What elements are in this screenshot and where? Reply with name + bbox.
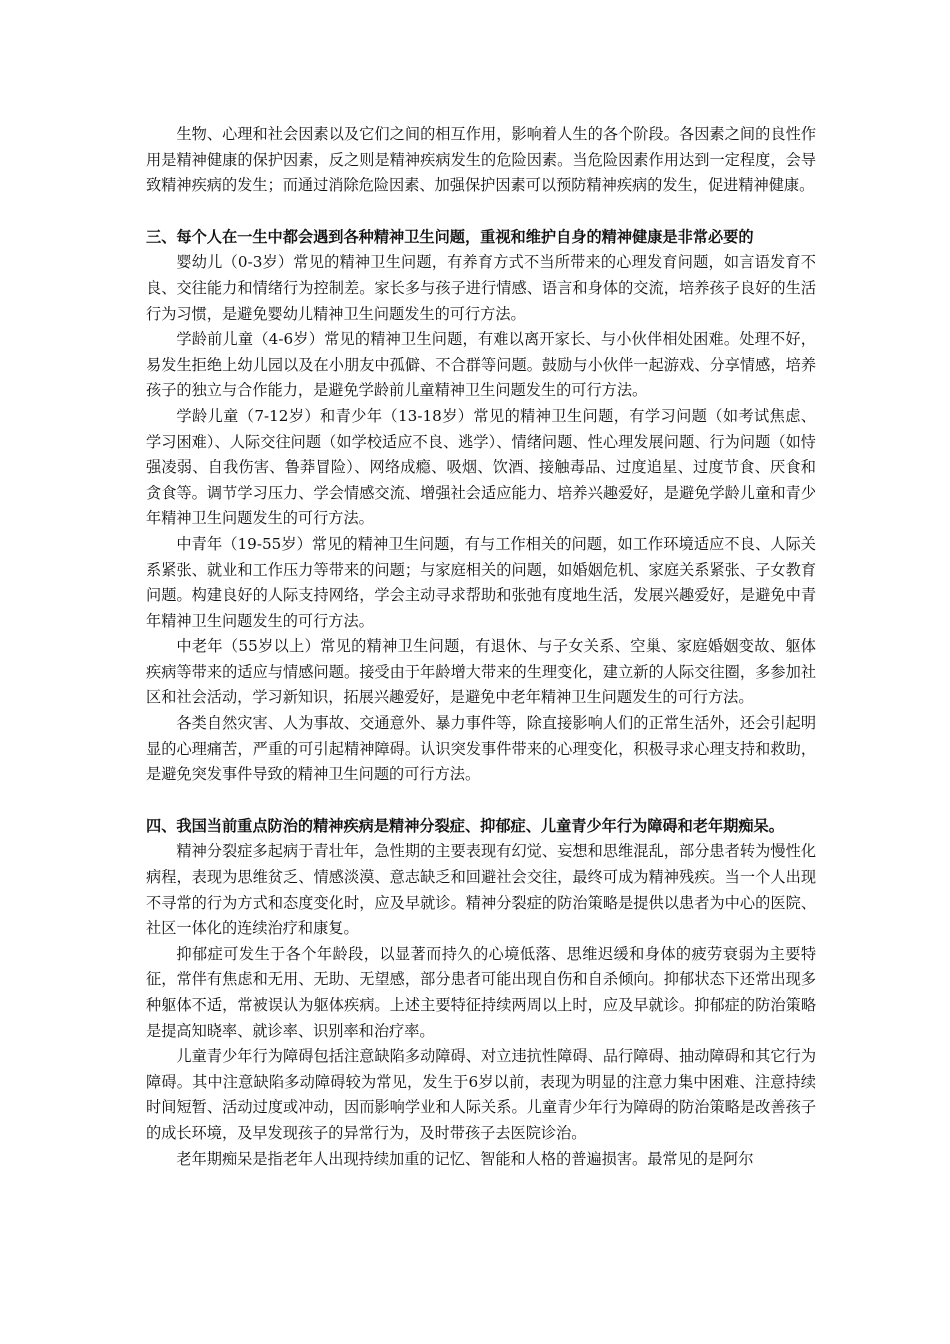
paragraph: 老年期痴呆是指老年人出现持续加重的记忆、智能和人格的普遍损害。最常见的是阿尔 [176,1149,754,1168]
document-page [146,122,816,1172]
paragraph: 学龄前儿童（4-6岁）常见的精神卫生问题，有难以离开家长、与小伙伴相处困难。处理不好，易发生拒绝上幼儿园以及在小朋友中孤僻、不合群等问题。鼓励与小伙伴一起游戏、分享情感，培养孩子的独立与合作能力，是避免学龄前儿童精神卫生问题发生的可行方法。 [146,330,816,400]
paragraph: 各类自然灾害、人为事故、交通意外、暴力事件等，除直接影响人们的正常生活外，还会引起明显的心理痛苦，严重的可引起精神障碍。认识突发事件带来的心理变化，积极寻求心理支持和救助，是避免突发事件导致的精神卫生问题的可行方法。 [146,714,816,784]
section-heading-3: 三、每个人在一生中都会遇到各种精神卫生问题，重视和维护自身的精神健康是非常必要的 [146,227,754,246]
paragraph: 婴幼儿（0-3岁）常见的精神卫生问题，有养育方式不当所带来的心理发育问题，如言语发育不良、交往能力和情绪行为控制差。家长多与孩子进行情感、语言和身体的交流，培养孩子良好的生活行为习惯，是避免婴幼儿精神卫生问题发生的可行方法。 [146,253,816,323]
paragraph: 儿童青少年行为障碍包括注意缺陷多动障碍、对立违抗性障碍、品行障碍、抽动障碍和其它行为障碍。其中注意缺陷多动障碍较为常见，发生于6岁以前，表现为明显的注意力集中困难、注意持续时间短暂、活动过度或冲动，因而影响学业和人际关系。儿童青少年行为障碍的防治策略是改善孩子的成长环境，及早发现孩子的异常行为，及时带孩子去医院诊治。 [146,1047,816,1142]
paragraph: 学龄儿童（7-12岁）和青少年（13-18岁）常见的精神卫生问题，有学习问题（如考试焦虑、学习困难）、人际交往问题（如学校适应不良、逃学）、情绪问题、性心理发展问题、行为问题（如恃强凌弱、自我伤害、鲁莽冒险）、网络成瘾、吸烟、饮酒、接触毒品、过度追星、过度节食、厌食和贪食等。调节学习压力、学会情感交流、增强社会适应能力、培养兴趣爱好，是避免学龄儿童和青少年精神卫生问题发生的可行方法。 [146,406,816,528]
paragraph: 生物、心理和社会因素以及它们之间的相互作用，影响着人生的各个阶段。各因素之间的良性作用是精神健康的保护因素，反之则是精神疾病发生的危险因素。当危险因素作用达到一定程度，会导致精神疾病的发生；而通过消除危险因素、加强保护因素可以预防精神疾病的发生，促进精神健康。 [146,125,816,195]
spacer [146,199,816,225]
paragraph: 中青年（19-55岁）常见的精神卫生问题，有与工作相关的问题，如工作环境适应不良、人际关系紧张、就业和工作压力等带来的问题；与家庭相关的问题，如婚姻危机、家庭关系紧张、子女教育问题。构建良好的人际支持网络，学会主动寻求帮助和张弛有度地生活，发展兴趣爱好，是避免中青年精神卫生问题发生的可行方法。 [146,534,816,630]
paragraph: 中老年（55岁以上）常见的精神卫生问题，有退休、与子女关系、空巢、家庭婚姻变故、躯体疾病等带来的适应与情感问题。接受由于年龄增大带来的生理变化，建立新的人际交往圈，多参加社区和社会活动，学习新知识，拓展兴趣爱好，是避免中老年精神卫生问题发生的可行方法。 [146,637,816,707]
section-heading-4: 四、我国当前重点防治的精神疾病是精神分裂症、抑郁症、儿童青少年行为障碍和老年期痴呆。 [146,816,784,835]
paragraph: 抑郁症可发生于各个年龄段，以显著而持久的心境低落、思维迟缓和身体的疲劳衰弱为主要特征，常伴有焦虑和无用、无助、无望感，部分患者可能出现自伤和自杀倾向。抑郁状态下还常出现多种躯体不适，常被误认为躯体疾病。上述主要特征持续两周以上时，应及早就诊。抑郁症的防治策略是提高知晓率、就诊率、识别率和治疗率。 [146,944,816,1040]
spacer [146,788,816,814]
paragraph: 精神分裂症多起病于青壮年，急性期的主要表现有幻觉、妄想和思维混乱，部分患者转为慢性化病程，表现为思维贫乏、情感淡漠、意志缺乏和回避社会交往，最终可成为精神残疾。当一个人出现不寻常的行为方式和态度变化时，应及早就诊。精神分裂症的防治策略是提供以患者为中心的医院、社区一体化的连续治疗和康复。 [146,842,816,938]
